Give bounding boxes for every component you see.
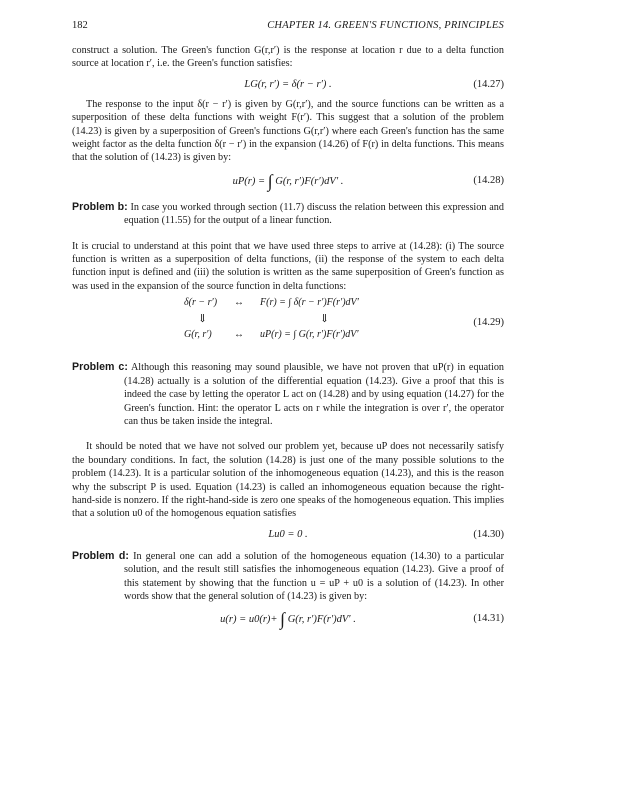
chapter-title: CHAPTER 14. GREEN'S FUNCTIONS, PRINCIPLES bbox=[267, 20, 504, 31]
equation-number: (14.31) bbox=[473, 613, 504, 625]
problem-b bbox=[72, 201, 504, 228]
problem-label: Problem d: bbox=[72, 549, 129, 562]
equation-number: (14.30) bbox=[473, 528, 504, 540]
equation-body: Lu0 = 0 . bbox=[268, 528, 308, 540]
problem-text: In general one can add a solution of the homogeneous equation (14.30) to a particular solution, and the result still satisfies the inhomogeneous equation (14.23). Give a proof of this statement by showing that the function u = uP + u0 is a solution of (14.23). In other words show that the general solution of (14.23) is given by: bbox=[124, 550, 505, 602]
equation-number: (14.28) bbox=[473, 174, 504, 186]
problem-label: Problem c: bbox=[72, 361, 128, 374]
down-arrow-icon: ⇓ bbox=[198, 313, 208, 326]
equation-14-30 bbox=[72, 527, 504, 542]
paragraph-4: It should be noted that we have not solved our problem yet, because uP does not necessarily satisfy the boundary conditions. In fact, the solution (14.28) is just one of the many possible solutions to the problem (14.23). It is a particular solution of the inhomogeneous equation (14.23), and this is the reason why the subscript P is used. Equation (14.23) is called an inhomogeneous equation because the right-hand-side is nonzero. If the right-hand-side is zero one speaks of the homogeneous equation. This implies that a solution u0 of the homogenous equation satisfies bbox=[72, 441, 504, 520]
equation-lhs: u(r) = u0(r)+ bbox=[220, 614, 281, 626]
problem-c bbox=[72, 361, 504, 428]
equation-14-28 bbox=[72, 169, 504, 193]
integral-sign: ∫ bbox=[280, 609, 286, 630]
equation-rhs: G(r, r′)F(r′)dV′ . bbox=[287, 614, 356, 626]
problem-d bbox=[72, 550, 504, 604]
equation-rhs: G(r, r′)F(r′)dV′ . bbox=[275, 175, 344, 187]
paragraph-3: It is crucial to understand at this point that we have used three steps to arrive at (14.28): (i) The source function is written as a superposition of delta functions, (ii) the response of the system to each delta function input is defined and (iii) the solution is written as the same superposition of Green's function as was used in the expansion of the source function in delta functions: bbox=[72, 240, 504, 292]
bidirectional-arrow-icon: ↔ bbox=[234, 329, 244, 341]
equation-14-27 bbox=[72, 77, 504, 92]
equation-number: (14.27) bbox=[473, 78, 504, 90]
matrix-green: G(r, r′) bbox=[184, 329, 212, 341]
matrix-solution: uP(r) = ∫ G(r, r′)F(r′)dV′ bbox=[260, 329, 359, 341]
equation-body: LG(r, r′) = δ(r − r′) . bbox=[244, 78, 332, 90]
problem-text: Although this reasoning may sound plausible, we have not proven that uP(r) in equation (14.28) actually is a solution of the differential equation (14.23). Give a proof that this is indeed the case by letting the operator L act on (14.28) and by using equation (14.27) for the Green's function. Hint: the operator L acts on r while the integration is over r′, the operator can thus be taken inside the integral. bbox=[124, 362, 505, 427]
problem-text: In case you worked through section (11.7) discuss the relation between this expression and equation (11.55) for the output of a linear function. bbox=[124, 201, 504, 227]
problem-label: Problem b: bbox=[72, 200, 128, 213]
bidirectional-arrow-icon: ↔ bbox=[234, 297, 244, 309]
matrix-source-expansion: F(r) = ∫ δ(r − r′)F(r′)dV′ bbox=[260, 297, 359, 309]
paragraph-1: construct a solution. The Green's function G(r,r′) is the response at location r due to a delta function source at location r′, i.e. the Green's function satisfies: bbox=[72, 45, 504, 70]
matrix-delta: δ(r − r′) bbox=[184, 297, 218, 309]
equation-number: (14.29) bbox=[473, 317, 504, 329]
down-arrow-icon: ⇓ bbox=[320, 313, 330, 326]
page-header bbox=[72, 20, 504, 38]
equation-lhs: uP(r) = bbox=[232, 175, 268, 187]
equation-14-31 bbox=[72, 607, 504, 631]
paragraph-2: The response to the input δ(r − r′) is given by G(r,r′), and the source functions can be written as a superposition of these delta functions with weight F(r′). This suggest that a solution of the problem (14.23) is given by a superposition of Green's functions G(r,r′) where each Green's function has the same weight factor as the delta function δ(r − r′) in the expansion (14.26) of F(r) in delta functions. This means that the solution of (14.23) is given by: bbox=[72, 98, 504, 164]
integral-sign: ∫ bbox=[267, 170, 273, 191]
page bbox=[72, 20, 504, 631]
equation-14-29 bbox=[72, 297, 504, 355]
page-number: 182 bbox=[72, 20, 88, 31]
